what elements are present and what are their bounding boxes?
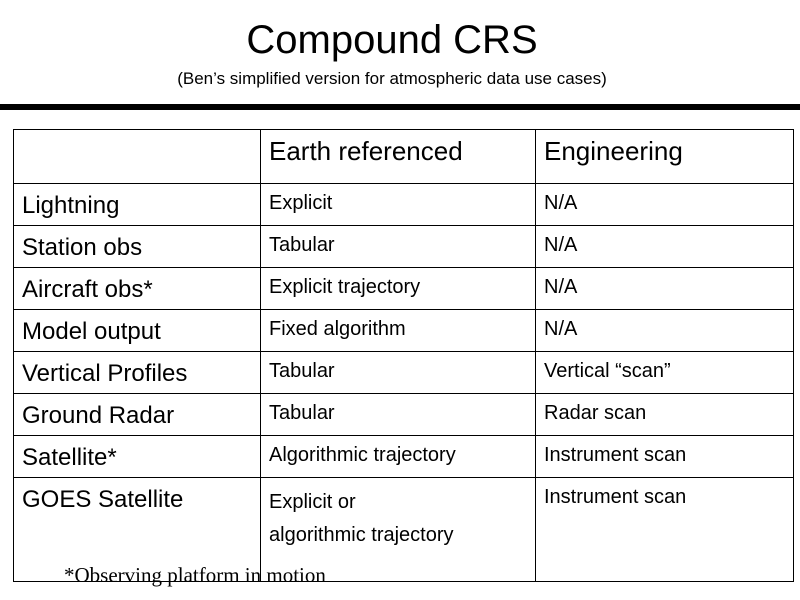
page-subtitle: (Ben’s simplified version for atmospheric data use cases) [177, 69, 607, 88]
row-label: Station obs [14, 226, 261, 268]
table-row [14, 310, 794, 352]
cell-line: Explicit or [269, 491, 356, 513]
row-label: Ground Radar [14, 394, 261, 436]
earth-referenced-cell: Tabular [261, 394, 536, 436]
crs-table [13, 129, 794, 582]
table-row [14, 184, 794, 226]
engineering-cell: N/A [536, 310, 794, 352]
engineering-cell: Instrument scan [536, 436, 794, 478]
table-row [14, 226, 794, 268]
earth-referenced-cell: Explicit trajectory [261, 268, 536, 310]
engineering-cell: N/A [536, 226, 794, 268]
earth-referenced-cell: Fixed algorithm [261, 310, 536, 352]
table-row [14, 394, 794, 436]
table-header-row [14, 130, 794, 184]
earth-referenced-cell: Tabular [261, 226, 536, 268]
footnote: *Observing platform in motion [64, 563, 326, 587]
engineering-cell: Vertical “scan” [536, 352, 794, 394]
row-label: Lightning [14, 184, 261, 226]
page-title: Compound CRS [246, 18, 538, 62]
row-label: Satellite* [14, 436, 261, 478]
earth-referenced-cell: Explicit [261, 184, 536, 226]
table-row [14, 436, 794, 478]
cell-line: algorithmic trajectory [269, 524, 454, 546]
row-label: Model output [14, 310, 261, 352]
header-earth-referenced: Earth referenced [261, 130, 536, 184]
row-label: Aircraft obs* [14, 268, 261, 310]
earth-referenced-cell: Algorithmic trajectory [261, 436, 536, 478]
row-label: Vertical Profiles [14, 352, 261, 394]
table-row [14, 268, 794, 310]
engineering-cell: Instrument scan [536, 478, 794, 582]
table-row [14, 352, 794, 394]
row-label: GOES Satellite [14, 478, 261, 582]
header-blank-cell [14, 130, 261, 184]
earth-referenced-cell: Tabular [261, 352, 536, 394]
engineering-cell: Radar scan [536, 394, 794, 436]
engineering-cell: N/A [536, 184, 794, 226]
title-divider [0, 104, 800, 110]
header-engineering: Engineering [536, 130, 794, 184]
engineering-cell: N/A [536, 268, 794, 310]
